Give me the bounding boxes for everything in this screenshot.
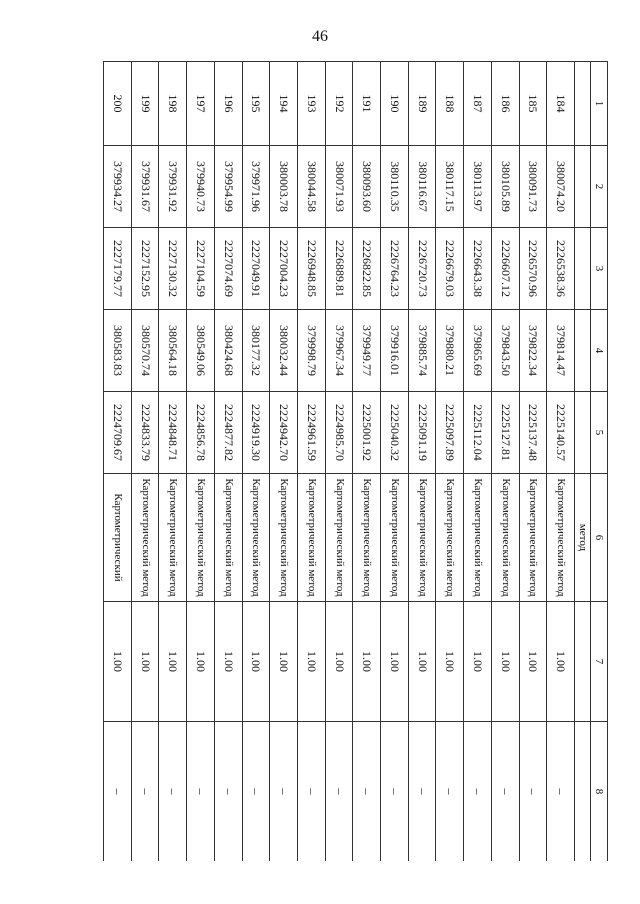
value-cell: 2224848.71 bbox=[159, 392, 187, 474]
value-cell: – bbox=[381, 722, 409, 862]
value-cell: 1.00 bbox=[381, 602, 409, 722]
value-cell: 2225040.32 bbox=[381, 392, 409, 474]
method-cell: Картометрический метод bbox=[381, 474, 409, 602]
value-cell: 2227179.77 bbox=[104, 228, 132, 310]
value-cell: 2226822.85 bbox=[353, 228, 381, 310]
value-cell: 1.00 bbox=[464, 602, 492, 722]
row-number-cell: 200 bbox=[104, 62, 132, 146]
value-cell: – bbox=[325, 722, 353, 862]
value-cell: – bbox=[464, 722, 492, 862]
table-row bbox=[104, 62, 132, 862]
value-cell: 1.00 bbox=[325, 602, 353, 722]
column-header: 2 bbox=[591, 146, 608, 228]
continuation-row bbox=[575, 62, 591, 862]
value-cell: 380116.67 bbox=[408, 146, 436, 228]
method-cell: Картометрический метод bbox=[325, 474, 353, 602]
table-row bbox=[325, 62, 353, 862]
value-cell: 2225112.04 bbox=[464, 392, 492, 474]
value-cell: – bbox=[436, 722, 464, 862]
table-row bbox=[547, 62, 575, 862]
method-cell-continuation: метод bbox=[575, 474, 591, 602]
value-cell: 1.00 bbox=[159, 602, 187, 722]
value-cell: 2224833.79 bbox=[131, 392, 159, 474]
value-cell: 2226607.12 bbox=[491, 228, 519, 310]
value-cell: 1.00 bbox=[519, 602, 547, 722]
value-cell: 1.00 bbox=[491, 602, 519, 722]
value-cell: 380424.68 bbox=[214, 310, 242, 392]
table-row bbox=[436, 62, 464, 862]
row-number-cell: 194 bbox=[270, 62, 298, 146]
rotated-table-area bbox=[103, 61, 608, 861]
value-cell: 2225127.81 bbox=[491, 392, 519, 474]
value-cell: 380074.20 bbox=[547, 146, 575, 228]
value-cell: 2226889.81 bbox=[325, 228, 353, 310]
row-number-cell: 190 bbox=[381, 62, 409, 146]
method-cell: Картометрический метод bbox=[297, 474, 325, 602]
value-cell: 379934.27 bbox=[104, 146, 132, 228]
table-row bbox=[187, 62, 215, 862]
value-cell: 380093.60 bbox=[353, 146, 381, 228]
value-cell: 2225001.92 bbox=[353, 392, 381, 474]
table-cell bbox=[575, 146, 591, 228]
value-cell: 379880.21 bbox=[436, 310, 464, 392]
row-number-cell: 189 bbox=[408, 62, 436, 146]
value-cell: 380105.89 bbox=[491, 146, 519, 228]
value-cell: 379954.99 bbox=[214, 146, 242, 228]
method-cell: Картометрический метод bbox=[353, 474, 381, 602]
table-row bbox=[159, 62, 187, 862]
table-row bbox=[270, 62, 298, 862]
table-row bbox=[464, 62, 492, 862]
table-row bbox=[381, 62, 409, 862]
value-cell: 2224877.82 bbox=[214, 392, 242, 474]
method-cell: Картометрический метод bbox=[519, 474, 547, 602]
table-row bbox=[242, 62, 270, 862]
method-cell: Картометрический метод bbox=[270, 474, 298, 602]
method-cell: Картометрический метод bbox=[436, 474, 464, 602]
value-cell: 379998.79 bbox=[297, 310, 325, 392]
page-number: 46 bbox=[312, 28, 328, 45]
value-cell: 2226679.03 bbox=[436, 228, 464, 310]
value-cell: 1.00 bbox=[187, 602, 215, 722]
table-cell bbox=[575, 62, 591, 146]
value-cell: – bbox=[408, 722, 436, 862]
row-number-cell: 199 bbox=[131, 62, 159, 146]
value-cell: – bbox=[353, 722, 381, 862]
value-cell: 2226720.73 bbox=[408, 228, 436, 310]
value-cell: 2227130.32 bbox=[159, 228, 187, 310]
column-header: 5 bbox=[591, 392, 608, 474]
table-row bbox=[297, 62, 325, 862]
value-cell: 380177.32 bbox=[242, 310, 270, 392]
value-cell: 1.00 bbox=[547, 602, 575, 722]
table-cell bbox=[575, 602, 591, 722]
row-number-cell: 185 bbox=[519, 62, 547, 146]
value-cell: 1.00 bbox=[104, 602, 132, 722]
method-cell: Картометрический метод bbox=[464, 474, 492, 602]
row-number-cell: 196 bbox=[214, 62, 242, 146]
value-cell: 2225091.19 bbox=[408, 392, 436, 474]
row-number-cell: 197 bbox=[187, 62, 215, 146]
row-number-cell: 187 bbox=[464, 62, 492, 146]
value-cell: – bbox=[491, 722, 519, 862]
value-cell: 379885.74 bbox=[408, 310, 436, 392]
value-cell: – bbox=[159, 722, 187, 862]
value-cell: 380117.15 bbox=[436, 146, 464, 228]
value-cell: 379916.01 bbox=[381, 310, 409, 392]
value-cell: 2224961.59 bbox=[297, 392, 325, 474]
value-cell: – bbox=[547, 722, 575, 862]
value-cell: 380583.83 bbox=[104, 310, 132, 392]
value-cell: 379931.67 bbox=[131, 146, 159, 228]
value-cell: – bbox=[242, 722, 270, 862]
value-cell: 380091.73 bbox=[519, 146, 547, 228]
rotated-table-wrapper bbox=[103, 61, 608, 861]
value-cell: 2226643.38 bbox=[464, 228, 492, 310]
row-number-cell: 192 bbox=[325, 62, 353, 146]
value-cell: 2227004.23 bbox=[270, 228, 298, 310]
column-header: 3 bbox=[591, 228, 608, 310]
column-header: 6 bbox=[591, 474, 608, 602]
value-cell: 2224985.70 bbox=[325, 392, 353, 474]
value-cell: 380044.58 bbox=[297, 146, 325, 228]
value-cell: 379940.73 bbox=[187, 146, 215, 228]
value-cell: 1.00 bbox=[242, 602, 270, 722]
value-cell: – bbox=[104, 722, 132, 862]
value-cell: – bbox=[519, 722, 547, 862]
value-cell: 379814.47 bbox=[547, 310, 575, 392]
value-cell: 1.00 bbox=[214, 602, 242, 722]
coordinates-table bbox=[103, 61, 608, 861]
value-cell: 379949.77 bbox=[353, 310, 381, 392]
value-cell: 1.00 bbox=[353, 602, 381, 722]
table-row bbox=[408, 62, 436, 862]
value-cell: 2226764.23 bbox=[381, 228, 409, 310]
value-cell: 2226948.85 bbox=[297, 228, 325, 310]
value-cell: 380570.74 bbox=[131, 310, 159, 392]
column-header: 8 bbox=[591, 722, 608, 862]
row-number-cell: 193 bbox=[297, 62, 325, 146]
value-cell: – bbox=[214, 722, 242, 862]
value-cell: 380113.97 bbox=[464, 146, 492, 228]
table-row bbox=[491, 62, 519, 862]
value-cell: 1.00 bbox=[436, 602, 464, 722]
table-row bbox=[214, 62, 242, 862]
value-cell: 380549.06 bbox=[187, 310, 215, 392]
row-number-cell: 191 bbox=[353, 62, 381, 146]
column-header: 4 bbox=[591, 310, 608, 392]
method-cell: Картометрический метод bbox=[242, 474, 270, 602]
value-cell: 1.00 bbox=[297, 602, 325, 722]
method-cell: Картометрический bbox=[104, 474, 132, 602]
value-cell: 2224709.67 bbox=[104, 392, 132, 474]
value-cell: 2227104.59 bbox=[187, 228, 215, 310]
value-cell: 380071.93 bbox=[325, 146, 353, 228]
value-cell: 2227049.91 bbox=[242, 228, 270, 310]
table-cell bbox=[575, 722, 591, 862]
row-number-cell: 184 bbox=[547, 62, 575, 146]
value-cell: 379971.96 bbox=[242, 146, 270, 228]
value-cell: – bbox=[131, 722, 159, 862]
value-cell: 380564.18 bbox=[159, 310, 187, 392]
value-cell: 379967.34 bbox=[325, 310, 353, 392]
value-cell: 2224856.78 bbox=[187, 392, 215, 474]
table-cell bbox=[575, 228, 591, 310]
value-cell: 2226570.96 bbox=[519, 228, 547, 310]
value-cell: – bbox=[297, 722, 325, 862]
value-cell: 2225097.89 bbox=[436, 392, 464, 474]
table-row bbox=[131, 62, 159, 862]
row-number-cell: 186 bbox=[491, 62, 519, 146]
table-cell bbox=[575, 392, 591, 474]
value-cell: 379822.34 bbox=[519, 310, 547, 392]
table-row bbox=[519, 62, 547, 862]
method-cell: Картометрический метод bbox=[131, 474, 159, 602]
value-cell: 379865.69 bbox=[464, 310, 492, 392]
row-number-cell: 195 bbox=[242, 62, 270, 146]
value-cell: – bbox=[187, 722, 215, 862]
method-cell: Картометрический метод bbox=[214, 474, 242, 602]
value-cell: 1.00 bbox=[270, 602, 298, 722]
value-cell: 380032.44 bbox=[270, 310, 298, 392]
value-cell: 2227074.69 bbox=[214, 228, 242, 310]
value-cell: 2225137.48 bbox=[519, 392, 547, 474]
value-cell: 2225140.57 bbox=[547, 392, 575, 474]
method-cell: Картометрический метод bbox=[187, 474, 215, 602]
value-cell: 2224919.30 bbox=[242, 392, 270, 474]
table-cell bbox=[575, 310, 591, 392]
value-cell: 2224942.70 bbox=[270, 392, 298, 474]
column-header: 1 bbox=[591, 62, 608, 146]
table-row bbox=[353, 62, 381, 862]
value-cell: 2226538.36 bbox=[547, 228, 575, 310]
method-cell: Картометрический метод bbox=[159, 474, 187, 602]
row-number-cell: 198 bbox=[159, 62, 187, 146]
value-cell: 379931.92 bbox=[159, 146, 187, 228]
value-cell: – bbox=[270, 722, 298, 862]
value-cell: 380110.35 bbox=[381, 146, 409, 228]
method-cell: Картометрический метод bbox=[408, 474, 436, 602]
method-cell: Картометрический метод bbox=[491, 474, 519, 602]
value-cell: 380003.78 bbox=[270, 146, 298, 228]
row-number-cell: 188 bbox=[436, 62, 464, 146]
column-header: 7 bbox=[591, 602, 608, 722]
value-cell: 1.00 bbox=[408, 602, 436, 722]
value-cell: 1.00 bbox=[131, 602, 159, 722]
value-cell: 2227152.95 bbox=[131, 228, 159, 310]
value-cell: 379843.50 bbox=[491, 310, 519, 392]
column-header-row bbox=[591, 62, 608, 862]
method-cell: Картометрический метод bbox=[547, 474, 575, 602]
